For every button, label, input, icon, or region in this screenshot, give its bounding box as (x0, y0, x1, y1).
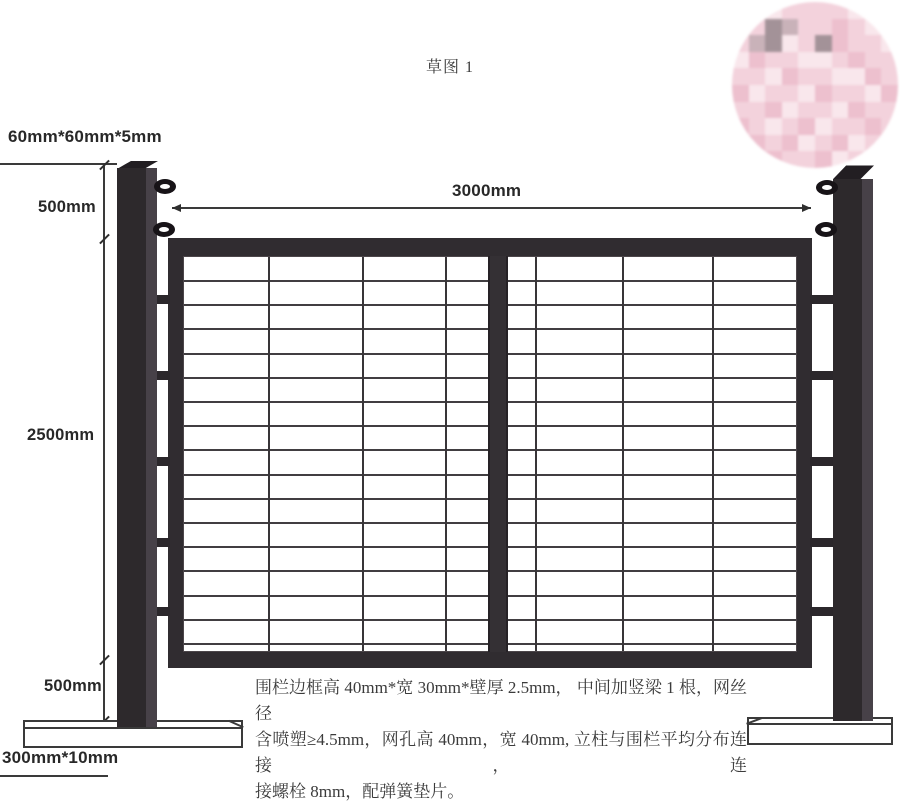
eyelet-ring-icon (815, 222, 837, 237)
stamp-mosaic-cell (832, 135, 849, 152)
stamp-mosaic-cell (732, 135, 749, 152)
stamp-mosaic-cell (815, 151, 832, 168)
stamp-mosaic-cell (881, 118, 898, 135)
stamp-mosaic-cell (832, 151, 849, 168)
eyelet-ring-icon (154, 179, 176, 194)
eyelet-ring-icon (153, 222, 175, 237)
stamp-mosaic-cell (848, 102, 865, 119)
stamp-mosaic-cell (749, 52, 766, 69)
stamp-mosaic-cell (832, 118, 849, 135)
stamp-mosaic-cell (732, 118, 749, 135)
eyelet-hole (159, 227, 169, 232)
connector-stub (810, 607, 834, 616)
stamp-mosaic-cell (782, 85, 799, 102)
stamp-mosaic-cell (848, 151, 865, 168)
label-seg-bottom: 500mm (44, 677, 102, 695)
label-post-section: 60mm*60mm*5mm (8, 127, 162, 146)
stamp-mosaic-cell (865, 68, 882, 85)
connector-stub (810, 538, 834, 547)
spec-text-block (255, 675, 747, 805)
stamp-mosaic-cell (832, 35, 849, 52)
stamp-mosaic-cell (782, 118, 799, 135)
connector-stub (810, 295, 834, 304)
dim-arrow-left-icon (172, 204, 181, 212)
dim-line-vertical (103, 165, 105, 722)
stamp-mosaic-cell (749, 68, 766, 85)
spec-line-1: 围栏边框高 40mm*宽 30mm*壁厚 2.5mm， 中间加竖梁 1 根，网丝径 (255, 678, 747, 723)
stamp-mosaic-cell (815, 52, 832, 69)
stamp-mosaic-cell (865, 151, 882, 168)
leader-line-base-plate (0, 775, 108, 777)
stamp-mosaic-cell (848, 35, 865, 52)
stamp-mosaic-cell (765, 2, 782, 19)
stamp-mosaic-cell (815, 85, 832, 102)
stamp-mosaic-cell (782, 2, 799, 19)
stamp-mosaic-cell (798, 52, 815, 69)
stamp-mosaic-cell (848, 135, 865, 152)
left-base-plate-edge (25, 727, 241, 729)
spec-line-2: 含喷塑≥4.5mm，网孔高 40mm，宽 40mm, 立柱与围栏平均分布连接，连 (255, 730, 747, 775)
stamp-mosaic-cell (782, 135, 799, 152)
stamp-mosaic-cell (765, 135, 782, 152)
stamp-mosaic-cell (881, 19, 898, 36)
label-seg-top: 500mm (38, 198, 96, 216)
stamp-mosaic-cell (848, 118, 865, 135)
label-span-width: 3000mm (452, 181, 522, 200)
eyelet-hole (821, 227, 831, 232)
spec-line-3: 接螺栓 8mm，配弹簧垫片。 (255, 782, 465, 801)
stamp-mosaic-cell (815, 19, 832, 36)
right-post-cap (833, 163, 874, 180)
stamp-mosaic-cell (765, 68, 782, 85)
connector-stub (157, 538, 170, 547)
stamp-mosaic-cell (765, 102, 782, 119)
stamp-mosaic-cell (881, 135, 898, 152)
dim-line-span (172, 207, 811, 209)
stamp-mosaic-cell (865, 19, 882, 36)
stamp-mosaic-cell (732, 85, 749, 102)
stamp-mosaic-cell (749, 102, 766, 119)
stamp-mosaic-cell (832, 52, 849, 69)
stamp-mosaic-cell (765, 19, 782, 36)
label-base-plate: 300mm*10mm (2, 748, 119, 767)
stamp-mosaic-cell (765, 85, 782, 102)
connector-stub (810, 371, 834, 380)
stamp-mosaic-cell (881, 151, 898, 168)
stamp-mosaic-cell (798, 19, 815, 36)
stamp-mosaic-cell (881, 85, 898, 102)
connector-stub (157, 457, 170, 466)
stamp-mosaic-cell (848, 2, 865, 19)
stamp-mosaic-cell (865, 52, 882, 69)
left-post (117, 168, 157, 727)
dim-arrow-right-icon (802, 204, 811, 212)
stamp-mosaic-cell (782, 19, 799, 36)
stamp-mosaic-cell (782, 35, 799, 52)
right-post (833, 179, 873, 721)
stamp-mosaic-cell (848, 68, 865, 85)
stamp-mosaic-cell (848, 52, 865, 69)
eyelet-hole (822, 185, 832, 190)
stamp-mosaic-cell (832, 102, 849, 119)
stamp-mosaic-cell (798, 118, 815, 135)
stamp-mosaic-cell (732, 68, 749, 85)
label-seg-middle: 2500mm (27, 426, 95, 444)
stamp-mosaic-cell (815, 2, 832, 19)
stamp-mosaic-cell (732, 151, 749, 168)
connector-stub (157, 295, 170, 304)
stamp-mosaic-cell (765, 52, 782, 69)
stamp-mosaic-cell (782, 68, 799, 85)
stamp-mosaic-cell (732, 19, 749, 36)
stamp-mosaic-cell (832, 85, 849, 102)
stamp-mosaic-cell (732, 102, 749, 119)
stamp-mosaic-cell (798, 102, 815, 119)
redacted-stamp-seal (732, 2, 898, 168)
stamp-mosaic-cell (732, 35, 749, 52)
stamp-mosaic-cell (815, 135, 832, 152)
stamp-mosaic-cell (848, 85, 865, 102)
stamp-mosaic-cell (782, 102, 799, 119)
stamp-mosaic-cell (749, 85, 766, 102)
right-base-plate (747, 717, 893, 745)
stamp-mosaic-cell (749, 19, 766, 36)
stamp-mosaic-cell (865, 85, 882, 102)
stamp-mosaic-cell (865, 2, 882, 19)
stamp-mosaic-cell (798, 135, 815, 152)
stamp-mosaic-cell (749, 35, 766, 52)
stamp-mosaic-cell (749, 151, 766, 168)
stamp-mosaic-cell (798, 2, 815, 19)
stamp-mosaic-cell (832, 2, 849, 19)
stamp-mosaic-cell (881, 102, 898, 119)
eyelet-ring-icon (816, 180, 838, 195)
stamp-mosaic-cell (749, 2, 766, 19)
leader-line-post-section (0, 163, 117, 165)
eyelet-hole (160, 184, 170, 189)
stamp-mosaic-cell (732, 2, 749, 19)
stamp-mosaic-cell (881, 68, 898, 85)
centre-vertical-beam (488, 256, 508, 652)
stamp-mosaic-cell (765, 35, 782, 52)
sketch-title: 草图 1 (425, 59, 474, 76)
stamp-mosaic-cell (798, 151, 815, 168)
stamp-mosaic-cell (782, 52, 799, 69)
right-base-plate-edge (749, 723, 891, 725)
stamp-mosaic-cell (749, 135, 766, 152)
stamp-mosaic-cell (798, 85, 815, 102)
connector-stub (810, 457, 834, 466)
stamp-mosaic-cell (815, 118, 832, 135)
stamp-mosaic-cell (815, 102, 832, 119)
stamp-mosaic-cell (865, 135, 882, 152)
connector-stub (157, 607, 170, 616)
stamp-mosaic-cell (798, 35, 815, 52)
stamp-mosaic-cell (765, 118, 782, 135)
stamp-mosaic-cell (815, 68, 832, 85)
stamp-mosaic-cell (782, 151, 799, 168)
stamp-mosaic-cell (765, 151, 782, 168)
stamp-mosaic-cell (865, 35, 882, 52)
stamp-mosaic-cell (798, 68, 815, 85)
stamp-mosaic-cell (865, 118, 882, 135)
stamp-mosaic-cell (749, 118, 766, 135)
stamp-mosaic-cell (881, 2, 898, 19)
connector-stub (157, 371, 170, 380)
stamp-mosaic-cell (832, 68, 849, 85)
stamp-mosaic-cell (815, 35, 832, 52)
stamp-mosaic-cell (865, 102, 882, 119)
stamp-mosaic-cell (881, 35, 898, 52)
stamp-mosaic-cell (848, 19, 865, 36)
stamp-mosaic-cell (832, 19, 849, 36)
